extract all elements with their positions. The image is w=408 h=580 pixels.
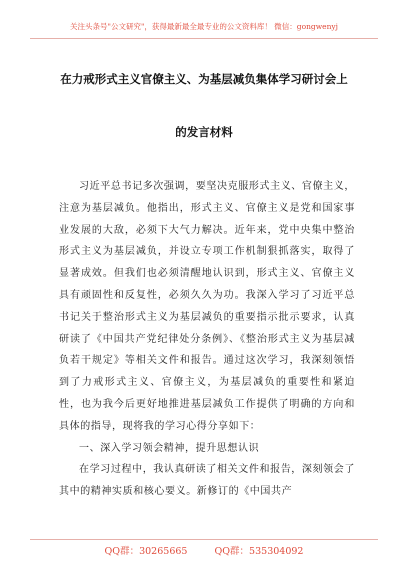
header-banner: 关注头条号"公文研究"，获得最新最全最专业的公文资料库！ 微信：gongwenyj xyxy=(70,22,338,31)
body-paragraph-intro: 习近平总书记多次强调，要坚决克服形式主义、官僚主义，注意为基层减负。他指出，形式主义、官僚主义是党和国家事业发展的大敌，必须下大气力解决。近年来，党中央集中整治形式主义为基层减负，并设立专项工作机制狠抓落实，取得了显著成效。但我们也必须清醒地认识到，形式主义、官僚主义具有顽固性和反复性，必须久久为功。我深入学习了习近平总书记关于整治形式主义为基层减负的重要指示批示要求，认真研读了《中国共产党纪律处分条例》、《整治形式主义为基层减负若干规定》等相关文件和报告。通过这次学习，我深刻领悟到了力戒形式主义、官僚主义，为基层减负的重要性和紧迫性，也为我今后更好地推进基层减负工作提供了明确的方向和具体的指导，现将我的学习心得分享如下： xyxy=(59,181,355,432)
section-heading-1: 一、深入学习领会精神，提升思想认识 xyxy=(79,442,260,454)
footer-qq-group-2: QQ群：535304092 xyxy=(214,546,304,557)
document-title-line-2: 的发言材料 xyxy=(175,125,233,139)
footer-qq-group-1: QQ群：30265665 xyxy=(104,546,188,557)
header-divider xyxy=(30,38,378,39)
document-title-line-1: 在力戒形式主义官僚主义、为基层减负集体学习研讨会上 xyxy=(60,72,348,86)
footer xyxy=(30,543,378,557)
body-paragraph-section-1: 在学习过程中，我认真研读了相关文件和报告，深刻领会了其中的精神实质和核心要义。新修订的《中国共产 xyxy=(59,464,355,498)
footer-divider xyxy=(30,539,378,540)
document-body xyxy=(59,176,355,503)
